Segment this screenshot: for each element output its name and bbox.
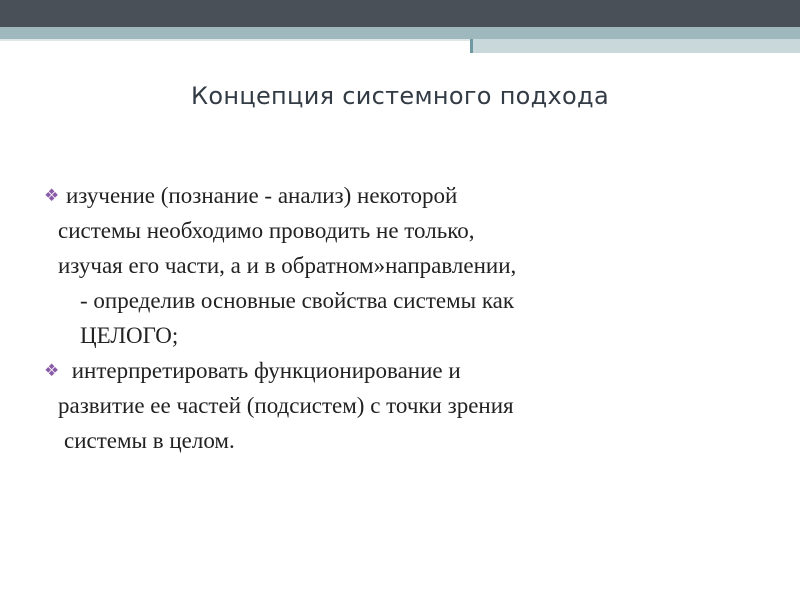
slide-title: Концепция системного подхода xyxy=(191,82,609,110)
body-line-row xyxy=(44,213,764,248)
body-line: - определив основные свойства системы как xyxy=(80,288,515,313)
body-line: системы в целом. xyxy=(64,428,235,453)
body-line-row xyxy=(44,423,764,458)
body-line-row xyxy=(44,283,764,318)
header-band-teal-right xyxy=(470,39,800,53)
diamond-bullet-icon: ❖ xyxy=(44,361,60,380)
header-band-shadow xyxy=(0,39,470,41)
body-line-row xyxy=(44,248,764,283)
header-band-accent xyxy=(470,39,473,53)
body-line: системы необходимо проводить не только, xyxy=(58,218,475,243)
body-line-row xyxy=(44,318,764,353)
header-band-teal xyxy=(0,27,800,39)
slide-body xyxy=(44,178,764,458)
body-line: развитие ее частей (подсистем) с точки зрения xyxy=(58,393,514,418)
header-band-dark xyxy=(0,0,800,27)
body-line: интерпретировать функционирование и xyxy=(66,358,461,383)
bullet-item-2 xyxy=(44,353,764,388)
body-line: изучая его части, а и в обратном»направлении, xyxy=(58,253,517,278)
body-line-row xyxy=(44,388,764,423)
diamond-bullet-icon: ❖ xyxy=(44,186,60,205)
body-line: изучение (познание - анализ) некоторой xyxy=(66,183,458,208)
body-line: ЦЕЛОГО; xyxy=(80,323,179,348)
bullet-item-1 xyxy=(44,178,764,213)
